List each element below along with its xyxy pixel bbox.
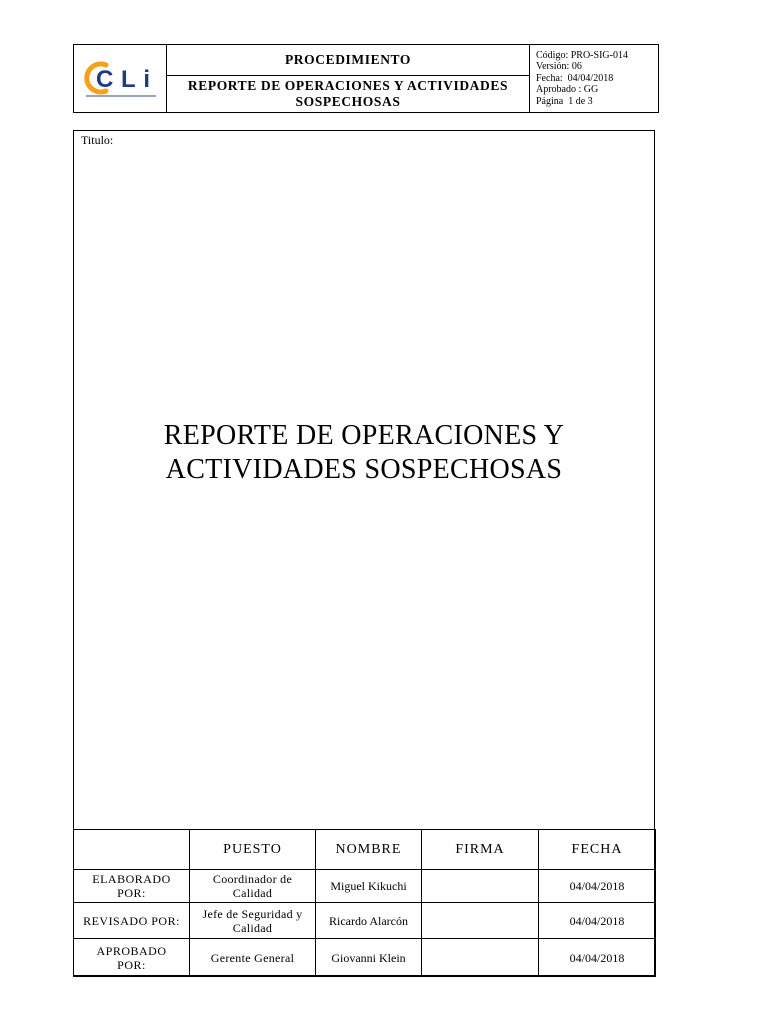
doc-page: Página 1 de 3 bbox=[536, 95, 593, 107]
puesto-cell: Gerente General bbox=[190, 939, 316, 977]
header-puesto: PUESTO bbox=[190, 830, 316, 870]
header-fecha: FECHA bbox=[539, 830, 656, 870]
table-header-row bbox=[74, 830, 656, 870]
page-title bbox=[74, 419, 654, 487]
doc-date: Fecha: 04/04/2018 bbox=[536, 72, 614, 84]
company-logo bbox=[74, 45, 166, 112]
table-row bbox=[74, 939, 656, 977]
doc-approved: Aprobado : GG bbox=[536, 84, 599, 96]
doc-title bbox=[167, 76, 529, 112]
header-empty bbox=[74, 830, 190, 870]
doc-type: PROCEDIMIENTO bbox=[167, 45, 529, 76]
doc-code: Código: PRO-SIG-014 bbox=[536, 50, 628, 61]
approvals-table bbox=[73, 829, 656, 977]
firma-cell bbox=[422, 939, 539, 977]
fecha-cell: 04/04/2018 bbox=[539, 903, 656, 939]
header-firma: FIRMA bbox=[422, 830, 539, 870]
role-cell: APROBADO POR: bbox=[74, 939, 190, 977]
doc-meta bbox=[536, 50, 628, 107]
puesto-cell: Jefe de Seguridad y Calidad bbox=[190, 903, 316, 939]
title-label: Titulo: bbox=[81, 133, 114, 147]
table-row bbox=[74, 903, 656, 939]
logo-tagline bbox=[86, 95, 156, 97]
logo-text: CLi bbox=[96, 66, 150, 93]
document-header bbox=[73, 44, 659, 113]
doc-version: Versión: 06 bbox=[536, 61, 582, 73]
firma-cell bbox=[422, 903, 539, 939]
logo-cell bbox=[74, 45, 167, 112]
table-row bbox=[74, 870, 656, 903]
page-title-line: REPORTE DE OPERACIONES Y bbox=[163, 420, 565, 451]
role-cell: ELABORADO POR: bbox=[74, 870, 190, 903]
nombre-cell: Miguel Kikuchi bbox=[316, 870, 422, 903]
header-title-cell bbox=[167, 45, 530, 112]
nombre-cell: Ricardo Alarcón bbox=[316, 903, 422, 939]
fecha-cell: 04/04/2018 bbox=[539, 939, 656, 977]
page-title-line: ACTIVIDADES SOSPECHOSAS bbox=[165, 454, 563, 485]
puesto-cell: Coordinador de Calidad bbox=[190, 870, 316, 903]
doc-title-line: REPORTE DE OPERACIONES Y ACTIVIDADES bbox=[187, 78, 509, 93]
nombre-cell: Giovanni Klein bbox=[316, 939, 422, 977]
firma-cell bbox=[422, 870, 539, 903]
role-cell: REVISADO POR: bbox=[74, 903, 190, 939]
doc-title-line: SOSPECHOSAS bbox=[295, 94, 401, 109]
fecha-cell: 04/04/2018 bbox=[539, 870, 656, 903]
header-nombre: NOMBRE bbox=[316, 830, 422, 870]
